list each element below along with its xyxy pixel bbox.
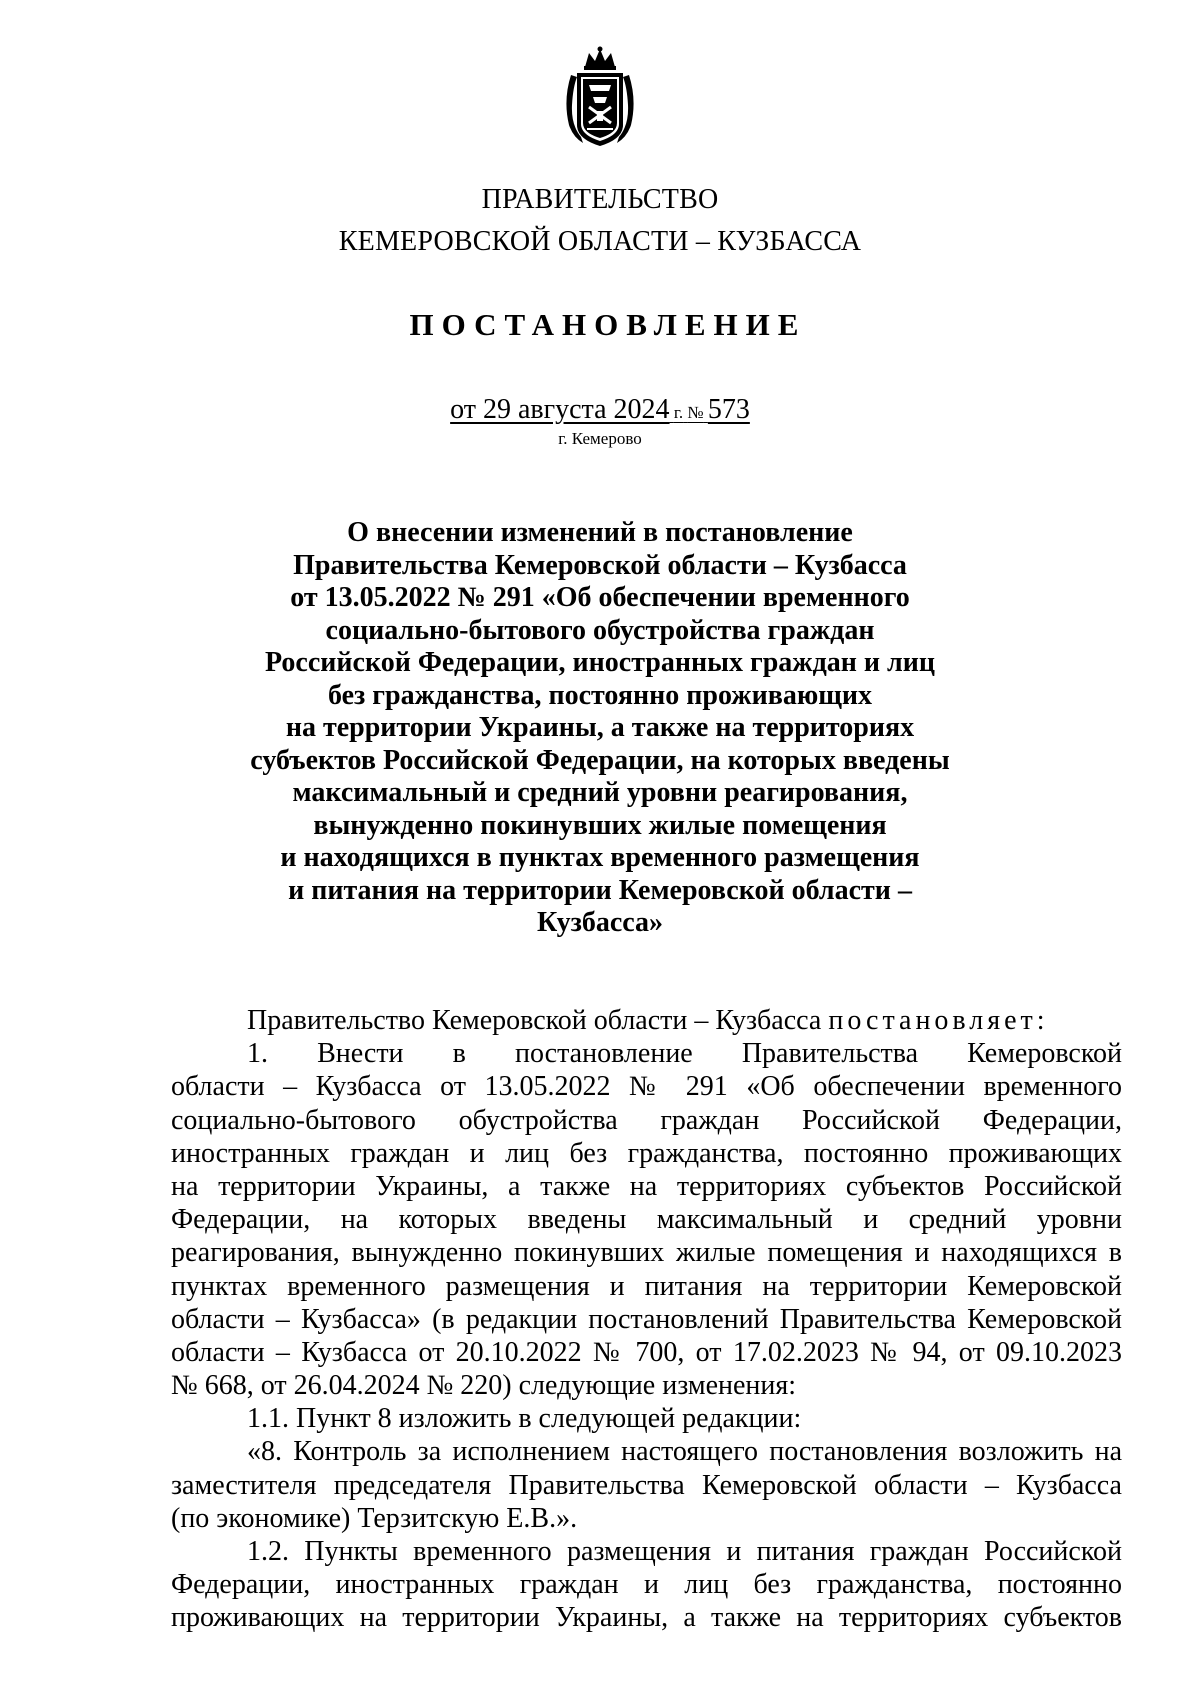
title-line: на территории Украины, а также на территориях	[285, 712, 915, 743]
paragraph-1-line: пунктах временного размещения и питания на территории Кемеровской	[171, 1270, 1122, 1302]
paragraph-1-line: реагирования, вынужденно покинувших жилые помещения и находящихся в	[171, 1237, 1122, 1269]
document-type-title: ПОСТАНОВЛЕНИЕ	[409, 307, 807, 342]
document-number: 573	[707, 394, 750, 425]
paragraph-1-line: социально-бытового обустройства граждан Российской Федерации,	[171, 1104, 1122, 1136]
org-name-line-1: ПРАВИТЕЛЬСТВО	[481, 184, 719, 215]
org-name-line-2: КЕМЕРОВСКОЙ ОБЛАСТИ – КУЗБАССА	[338, 226, 862, 257]
paragraph-1-line: на территории Украины, а также на территориях субъектов Российской	[171, 1170, 1122, 1202]
paragraph-1-1: 1.1. Пункт 8 изложить в следующей редакции:	[247, 1403, 802, 1435]
paragraph-1-2-line: 1.2. Пункты временного размещения и питания граждан Российской	[247, 1536, 1122, 1567]
document-body	[171, 1004, 1122, 1635]
paragraph-1-2-line: проживающих на территории Украины, а также на территориях субъектов	[171, 1602, 1122, 1634]
title-line: социально-бытового обустройства граждан	[325, 614, 875, 646]
intro-verb: постановляет:	[828, 1005, 1049, 1036]
paragraph-1-line: области – Кузбасса от 13.05.2022 № 291 «Об обеспечении временного	[171, 1071, 1122, 1103]
title-line: максимальный и средний уровни реагирования,	[292, 777, 908, 808]
document-title	[200, 517, 1000, 940]
paragraph-1-line: области – Кузбасса» (в редакции постановлений Правительства Кемеровской	[171, 1303, 1122, 1335]
document-date-number	[0, 393, 1200, 430]
paragraph-8-line: заместителя председателя Правительства Кемеровской области – Кузбасса	[171, 1469, 1122, 1501]
paragraph-1-line: иностранных граждан и лиц без гражданства, постоянно проживающих	[171, 1137, 1122, 1169]
paragraph-1-line: Федерации, на которых введены максимальный и средний уровни	[171, 1204, 1122, 1236]
paragraph-1-line: области – Кузбасса от 20.10.2022 № 700, от 17.02.2023 № 94, от 09.10.2023	[171, 1336, 1122, 1368]
document-city: г. Кемерово	[558, 429, 642, 448]
title-line: Кузбасса»	[536, 907, 664, 938]
title-line: от 13.05.2022 № 291 «Об обеспечении временного	[290, 582, 910, 613]
paragraph-1-2-line: Федерации, иностранных граждан и лиц без гражданства, постоянно	[171, 1569, 1122, 1601]
paragraph-8-last-line: (по экономике) Терзитскую Е.В.».	[171, 1502, 578, 1534]
year-suffix: г. №	[673, 403, 704, 422]
paragraph-1-line: 1. Внести в постановление Правительства Кемеровской	[247, 1038, 1122, 1070]
title-line: без гражданства, постоянно проживающих	[327, 679, 873, 711]
paragraph-1-last-line: № 668, от 26.04.2024 № 220) следующие изменения:	[171, 1370, 797, 1402]
title-line: Российской Федерации, иностранных граждан и лиц	[264, 647, 935, 678]
title-line: О внесении изменений в постановление	[347, 517, 853, 548]
coat-of-arms-emblem	[559, 45, 641, 150]
title-line: вынужденно покинувших жилые помещения	[313, 809, 887, 841]
title-line: субъектов Российской Федерации, на которых введены	[250, 744, 950, 776]
intro-paragraph: Правительство Кемеровской области – Кузбасса постановляет:	[247, 1005, 1049, 1036]
title-line: и питания на территории Кемеровской области –	[288, 874, 912, 906]
document-date: от 29 августа 2024	[450, 394, 670, 425]
title-line: Правительства Кемеровской области – Кузбасса	[293, 549, 907, 581]
paragraph-8-line: «8. Контроль за исполнением настоящего постановления возложить на	[247, 1436, 1122, 1468]
title-line: и находящихся в пунктах временного размещения	[280, 842, 920, 873]
